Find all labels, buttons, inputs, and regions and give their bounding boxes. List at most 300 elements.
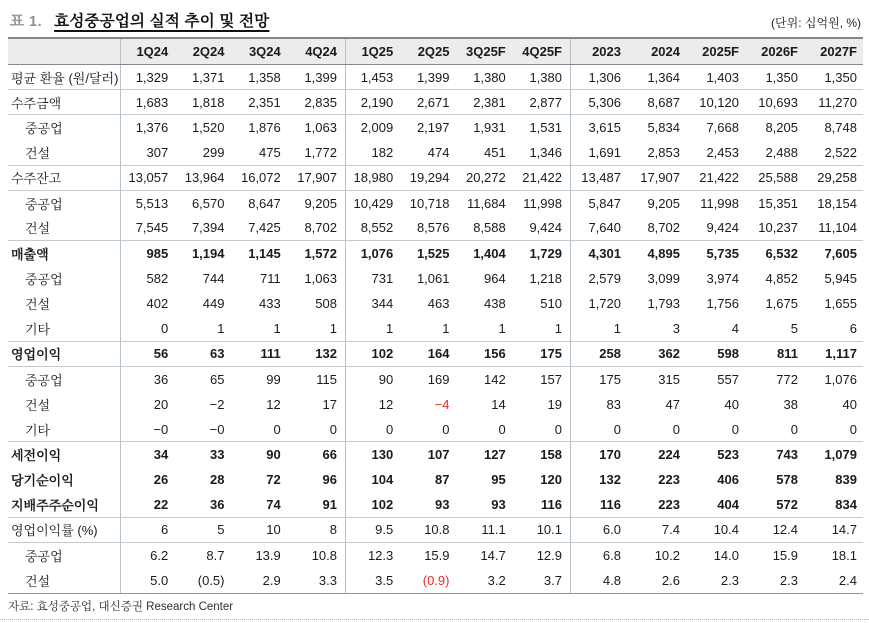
cell: 1,145 bbox=[248, 246, 281, 262]
cell: 557 bbox=[717, 371, 739, 387]
cell: 8,576 bbox=[416, 220, 450, 236]
source-note: 자료: 효성중공업, 대신증권 Research Center bbox=[8, 600, 234, 613]
cell: 4,895 bbox=[647, 246, 680, 262]
cell: 87 bbox=[435, 472, 450, 488]
cell: 12.3 bbox=[345, 543, 401, 568]
cell: 6.2 bbox=[120, 543, 176, 568]
cell: 6 bbox=[849, 320, 857, 336]
cell: 10.8 bbox=[424, 522, 450, 538]
cell: 5 bbox=[217, 522, 225, 538]
cell: 258 bbox=[570, 342, 629, 366]
cell: 9.5 bbox=[345, 518, 401, 542]
cell: 18,980 bbox=[345, 166, 401, 190]
cell: 132 bbox=[570, 467, 629, 492]
cell: 9,205 bbox=[647, 195, 680, 211]
cell: 8,702 bbox=[304, 220, 337, 236]
cell: 102 bbox=[345, 342, 401, 366]
cell: 10 bbox=[266, 522, 281, 538]
cell: 83 bbox=[570, 392, 629, 417]
cell: (0.5) bbox=[197, 572, 225, 588]
cell: 11,998 bbox=[700, 195, 739, 211]
cell: 315 bbox=[658, 371, 680, 387]
cell: 223 bbox=[658, 496, 680, 512]
cell: 14.0 bbox=[713, 547, 739, 563]
cell: 16,072 bbox=[240, 170, 281, 186]
cell: 582 bbox=[120, 266, 176, 291]
column-header: 1Q24 bbox=[120, 39, 176, 64]
cell: 1,655 bbox=[824, 296, 857, 312]
cell: 3.7 bbox=[543, 572, 562, 588]
cell: 0 bbox=[790, 421, 798, 437]
cell: 2.6 bbox=[661, 572, 680, 588]
cell: 127 bbox=[484, 447, 506, 463]
row-label: 영업이익률 (%) bbox=[11, 523, 98, 539]
cell: 21,422 bbox=[522, 170, 562, 186]
cell: 3,615 bbox=[570, 115, 629, 140]
cell: 510 bbox=[540, 296, 562, 312]
cell: 116 bbox=[541, 496, 562, 512]
cell: 99 bbox=[266, 371, 281, 387]
cell: 95 bbox=[491, 472, 506, 488]
cell: 0 bbox=[498, 421, 506, 437]
cell: 1,079 bbox=[824, 447, 857, 463]
cell: 3.5 bbox=[345, 568, 401, 593]
cell: 11,270 bbox=[818, 94, 857, 110]
cell: 116 bbox=[570, 492, 629, 516]
cell: 169 bbox=[427, 371, 450, 387]
page-title: 효성중공업의 실적 추이 및 전망 bbox=[54, 13, 270, 30]
table-row bbox=[8, 65, 863, 90]
cell: 10,120 bbox=[699, 94, 739, 110]
cell: 1,076 bbox=[345, 241, 401, 266]
cell: 433 bbox=[259, 296, 281, 312]
cell: 7,394 bbox=[191, 220, 225, 236]
row-label: 건설 bbox=[25, 221, 51, 237]
cell: 6,570 bbox=[191, 195, 225, 211]
cell: 63 bbox=[210, 346, 225, 362]
cell: 402 bbox=[120, 291, 176, 316]
row-label-header bbox=[8, 39, 120, 64]
cell: 4.8 bbox=[570, 568, 629, 593]
cell: 811 bbox=[777, 346, 798, 362]
cell: 1,793 bbox=[647, 296, 680, 312]
table-row bbox=[8, 568, 863, 593]
cell: 1,531 bbox=[529, 120, 562, 136]
cell: 2,190 bbox=[345, 90, 401, 114]
cell: 10.4 bbox=[713, 522, 739, 538]
cell: 404 bbox=[717, 496, 739, 512]
title-bar bbox=[0, 0, 869, 31]
cell: 36 bbox=[120, 367, 176, 392]
cell: 0 bbox=[554, 421, 562, 437]
cell: 4,852 bbox=[765, 271, 798, 287]
cell: 1,371 bbox=[191, 69, 225, 85]
cell: 508 bbox=[315, 296, 337, 312]
cell: 4 bbox=[731, 320, 739, 336]
cell: 5,735 bbox=[706, 246, 739, 262]
cell: 5 bbox=[790, 320, 798, 336]
cell: 11.1 bbox=[481, 522, 506, 538]
cell: 90 bbox=[266, 447, 281, 463]
cell: −0 bbox=[209, 421, 225, 437]
cell: 1,691 bbox=[570, 140, 629, 164]
title-group bbox=[10, 9, 269, 31]
cell: 10.1 bbox=[536, 522, 562, 538]
cell: 14.7 bbox=[480, 547, 506, 563]
row-label: 중공업 bbox=[25, 548, 63, 564]
cell: 1,061 bbox=[416, 271, 450, 287]
table-row bbox=[8, 140, 863, 165]
cell: 1,720 bbox=[570, 291, 629, 316]
column-header: 4Q25F bbox=[522, 44, 562, 59]
cell: 1,350 bbox=[765, 69, 798, 85]
bottom-divider bbox=[0, 619, 869, 620]
cell: 1 bbox=[498, 320, 506, 336]
table-row bbox=[8, 241, 863, 266]
cell: 1,453 bbox=[345, 65, 401, 89]
cell: 1,683 bbox=[120, 90, 176, 114]
cell: 1,675 bbox=[765, 296, 798, 312]
cell: 711 bbox=[260, 271, 281, 287]
table bbox=[8, 37, 863, 594]
cell: 1,218 bbox=[529, 271, 562, 287]
cell: 474 bbox=[427, 144, 450, 160]
cell: 8.7 bbox=[206, 547, 225, 563]
cell: 2,453 bbox=[706, 144, 739, 160]
cell: 0 bbox=[849, 421, 857, 437]
row-label: 중공업 bbox=[25, 272, 63, 288]
cell: 107 bbox=[427, 447, 450, 463]
row-label: 지배주주순이익 bbox=[11, 497, 99, 513]
cell: 299 bbox=[202, 144, 225, 160]
cell: 22 bbox=[120, 492, 176, 516]
cell: 7,425 bbox=[248, 220, 281, 236]
table-row bbox=[8, 543, 863, 568]
cell: 2,009 bbox=[345, 115, 401, 140]
cell: 142 bbox=[484, 371, 506, 387]
cell: 66 bbox=[322, 447, 337, 463]
cell: 34 bbox=[120, 442, 176, 467]
cell: 985 bbox=[120, 241, 176, 266]
cell: 7.4 bbox=[661, 522, 680, 538]
table-row bbox=[8, 417, 863, 442]
cell: 182 bbox=[345, 140, 401, 164]
row-label: 중공업 bbox=[25, 372, 63, 388]
cell: 449 bbox=[202, 296, 225, 312]
cell: 0 bbox=[731, 421, 739, 437]
cell: 1,380 bbox=[473, 69, 506, 85]
cell: 3.3 bbox=[318, 572, 337, 588]
row-label: 건설 bbox=[25, 573, 51, 589]
row-label: 세전이익 bbox=[11, 448, 62, 464]
cell: 170 bbox=[570, 442, 629, 467]
cell: 1,931 bbox=[473, 120, 506, 136]
cell: 13,487 bbox=[570, 166, 629, 190]
cell: 17,907 bbox=[640, 170, 680, 186]
cell: 74 bbox=[266, 496, 281, 512]
cell: 10.8 bbox=[311, 547, 337, 563]
cell: 463 bbox=[427, 296, 450, 312]
row-label: 당기순이익 bbox=[11, 473, 74, 489]
cell: 5,513 bbox=[120, 191, 176, 216]
cell: 8,205 bbox=[765, 120, 798, 136]
cell: 33 bbox=[210, 447, 225, 463]
cell: 115 bbox=[316, 371, 337, 387]
cell: 104 bbox=[345, 467, 401, 492]
cell: 158 bbox=[540, 447, 562, 463]
table-number-label: 표 1. bbox=[10, 14, 43, 30]
cell: 14.7 bbox=[831, 522, 857, 538]
cell: 65 bbox=[210, 371, 225, 387]
column-header: 2025F bbox=[702, 44, 739, 59]
cell: 6,532 bbox=[765, 246, 798, 262]
cell: 12.4 bbox=[772, 522, 798, 538]
cell: 1,117 bbox=[825, 346, 857, 362]
cell: 1,076 bbox=[824, 371, 857, 387]
cell: 5,306 bbox=[570, 90, 629, 114]
cell: 7,668 bbox=[706, 120, 739, 136]
cell: 1,818 bbox=[191, 94, 225, 110]
cell: 12.9 bbox=[536, 547, 562, 563]
cell: 8,588 bbox=[473, 220, 506, 236]
cell: 47 bbox=[665, 396, 680, 412]
row-label: 매출액 bbox=[11, 247, 49, 263]
cell: 3,974 bbox=[706, 271, 739, 287]
row-label: 중공업 bbox=[25, 121, 63, 137]
cell: 2,853 bbox=[647, 144, 680, 160]
cell: 3 bbox=[672, 320, 680, 336]
cell: 9,205 bbox=[304, 195, 337, 211]
cell: 2,351 bbox=[248, 94, 281, 110]
cell: 96 bbox=[322, 472, 337, 488]
cell: 175 bbox=[570, 367, 629, 392]
cell: 0 bbox=[329, 421, 337, 437]
row-label: 중공업 bbox=[25, 196, 63, 212]
cell: 8,552 bbox=[345, 216, 401, 240]
cell: 13.9 bbox=[255, 547, 281, 563]
cell: 111 bbox=[260, 346, 281, 362]
table-row bbox=[8, 90, 863, 115]
cell: 21,422 bbox=[699, 170, 739, 186]
column-header: 3Q25F bbox=[466, 44, 506, 59]
cell: 9,424 bbox=[529, 220, 562, 236]
cell: 1,404 bbox=[473, 246, 506, 262]
cell: 1,063 bbox=[304, 271, 337, 287]
table-row bbox=[8, 392, 863, 417]
cell: 0 bbox=[570, 417, 629, 441]
cell: 362 bbox=[658, 346, 680, 362]
table-row bbox=[8, 467, 863, 492]
cell: 40 bbox=[842, 396, 857, 412]
cell: 406 bbox=[717, 472, 739, 488]
cell: 7,640 bbox=[570, 216, 629, 240]
table-row bbox=[8, 367, 863, 392]
cell: 28 bbox=[210, 472, 225, 488]
cell: 38 bbox=[783, 396, 798, 412]
cell: 1 bbox=[273, 320, 281, 336]
table-row bbox=[8, 518, 863, 543]
cell: 93 bbox=[491, 496, 506, 512]
row-label: 기타 bbox=[25, 321, 51, 337]
cell: 29,258 bbox=[817, 170, 857, 186]
cell: 307 bbox=[120, 140, 176, 164]
cell: 93 bbox=[435, 496, 450, 512]
column-header: 3Q24 bbox=[248, 44, 281, 59]
cell: 1,403 bbox=[706, 69, 739, 85]
table-row bbox=[8, 166, 863, 191]
cell: 2.3 bbox=[779, 572, 798, 588]
cell: 1,194 bbox=[191, 246, 225, 262]
cell: 12 bbox=[345, 392, 401, 417]
table-row bbox=[8, 492, 863, 517]
cell: 3,099 bbox=[647, 271, 680, 287]
column-header: 2Q24 bbox=[192, 44, 225, 59]
cell: 6.8 bbox=[570, 543, 629, 568]
cell: 0 bbox=[345, 417, 401, 441]
table-row bbox=[8, 316, 863, 341]
cell: 1,399 bbox=[416, 69, 450, 85]
cell: 6.0 bbox=[570, 518, 629, 542]
cell: 344 bbox=[345, 291, 401, 316]
cell: 1 bbox=[442, 320, 450, 336]
cell: 10,718 bbox=[409, 195, 450, 211]
column-header: 4Q24 bbox=[305, 44, 337, 59]
cell: 102 bbox=[345, 492, 401, 516]
cell: 13,964 bbox=[184, 170, 225, 186]
cell: 26 bbox=[120, 467, 176, 492]
cell: 15,351 bbox=[758, 195, 798, 211]
cell: 2,835 bbox=[304, 94, 337, 110]
cell: 731 bbox=[345, 266, 401, 291]
table-header-row bbox=[8, 39, 863, 65]
cell: 1,876 bbox=[248, 120, 281, 136]
column-header: 2027F bbox=[820, 44, 857, 59]
row-label: 기타 bbox=[25, 422, 51, 438]
cell: 8,647 bbox=[248, 195, 281, 211]
cell: 10,429 bbox=[345, 191, 401, 216]
column-header: 2Q25 bbox=[417, 44, 450, 59]
cell: 1,063 bbox=[304, 120, 337, 136]
cell: 20 bbox=[120, 392, 176, 417]
cell: 1 bbox=[217, 320, 225, 336]
cell: 12 bbox=[266, 396, 281, 412]
cell: 578 bbox=[776, 472, 798, 488]
cell: 744 bbox=[202, 271, 225, 287]
cell: 120 bbox=[540, 472, 562, 488]
cell: 1,376 bbox=[120, 115, 176, 140]
cell: 5,945 bbox=[824, 271, 857, 287]
cell: 8,687 bbox=[647, 94, 680, 110]
cell: 2,381 bbox=[473, 94, 506, 110]
cell: 91 bbox=[322, 496, 337, 512]
cell: 8 bbox=[329, 522, 337, 538]
cell: 2,488 bbox=[765, 144, 798, 160]
cell: 10,693 bbox=[758, 94, 798, 110]
cell: 743 bbox=[776, 447, 798, 463]
cell: 2.4 bbox=[838, 572, 857, 588]
table-row bbox=[8, 266, 863, 291]
cell: 3.2 bbox=[487, 572, 506, 588]
cell: 72 bbox=[266, 472, 281, 488]
cell: 19,294 bbox=[409, 170, 450, 186]
cell: 223 bbox=[658, 472, 680, 488]
cell: 15.9 bbox=[772, 547, 798, 563]
cell: 2,671 bbox=[416, 94, 450, 110]
cell: −4 bbox=[434, 396, 450, 412]
cell: 1,520 bbox=[191, 120, 225, 136]
cell: 964 bbox=[484, 271, 506, 287]
cell: 15.9 bbox=[424, 547, 450, 563]
row-label: 영업이익 bbox=[11, 347, 62, 363]
cell: 523 bbox=[717, 447, 739, 463]
column-header: 2023 bbox=[570, 39, 629, 64]
cell: 2,197 bbox=[416, 120, 450, 136]
cell: 451 bbox=[484, 144, 506, 160]
cell: 2.9 bbox=[262, 572, 281, 588]
cell: 1,380 bbox=[529, 69, 562, 85]
cell: 11,684 bbox=[466, 195, 506, 211]
table-row bbox=[8, 115, 863, 140]
cell: 1,329 bbox=[120, 65, 176, 89]
cell: 2,877 bbox=[529, 94, 562, 110]
cell: 5,847 bbox=[570, 191, 629, 216]
cell: 1,364 bbox=[647, 69, 680, 85]
table-row bbox=[8, 216, 863, 241]
cell: 1,756 bbox=[706, 296, 739, 312]
cell: 1 bbox=[345, 316, 401, 340]
table-row bbox=[8, 342, 863, 367]
cell: 18,154 bbox=[817, 195, 857, 211]
row-label: 건설 bbox=[25, 297, 51, 313]
row-label: 수주잔고 bbox=[11, 171, 62, 187]
cell: 1 bbox=[554, 320, 562, 336]
cell: 17,907 bbox=[297, 170, 337, 186]
cell: 156 bbox=[484, 346, 506, 362]
cell: 157 bbox=[540, 371, 562, 387]
cell: 1 bbox=[329, 320, 337, 336]
cell: 7,605 bbox=[824, 246, 857, 262]
cell: 1,572 bbox=[304, 246, 337, 262]
cell: 36 bbox=[210, 496, 225, 512]
cell: 7,545 bbox=[120, 216, 176, 240]
table-row bbox=[8, 442, 863, 467]
column-header: 2024 bbox=[651, 44, 680, 59]
cell: 4,301 bbox=[570, 241, 629, 266]
cell: 5,834 bbox=[647, 120, 680, 136]
column-header: 2026F bbox=[761, 44, 798, 59]
cell: (0.9) bbox=[422, 572, 450, 588]
cell: 20,272 bbox=[465, 170, 506, 186]
row-label: 평균 환율 (원/달러) bbox=[11, 70, 119, 86]
cell: 164 bbox=[427, 346, 450, 362]
cell: 572 bbox=[776, 496, 798, 512]
table-row bbox=[8, 191, 863, 216]
cell: 19 bbox=[547, 396, 562, 412]
cell: 224 bbox=[658, 447, 680, 463]
cell: 839 bbox=[835, 472, 857, 488]
cell: 598 bbox=[717, 346, 739, 362]
cell: 13,057 bbox=[120, 166, 176, 190]
cell: 2,522 bbox=[824, 144, 857, 160]
cell: 0 bbox=[672, 421, 680, 437]
cell: 18.1 bbox=[831, 547, 857, 563]
cell: 14 bbox=[491, 396, 506, 412]
cell: 40 bbox=[724, 396, 739, 412]
cell: 17 bbox=[322, 396, 337, 412]
cell: 1,358 bbox=[248, 69, 281, 85]
cell: 1,350 bbox=[824, 69, 857, 85]
cell: 8,702 bbox=[647, 220, 680, 236]
